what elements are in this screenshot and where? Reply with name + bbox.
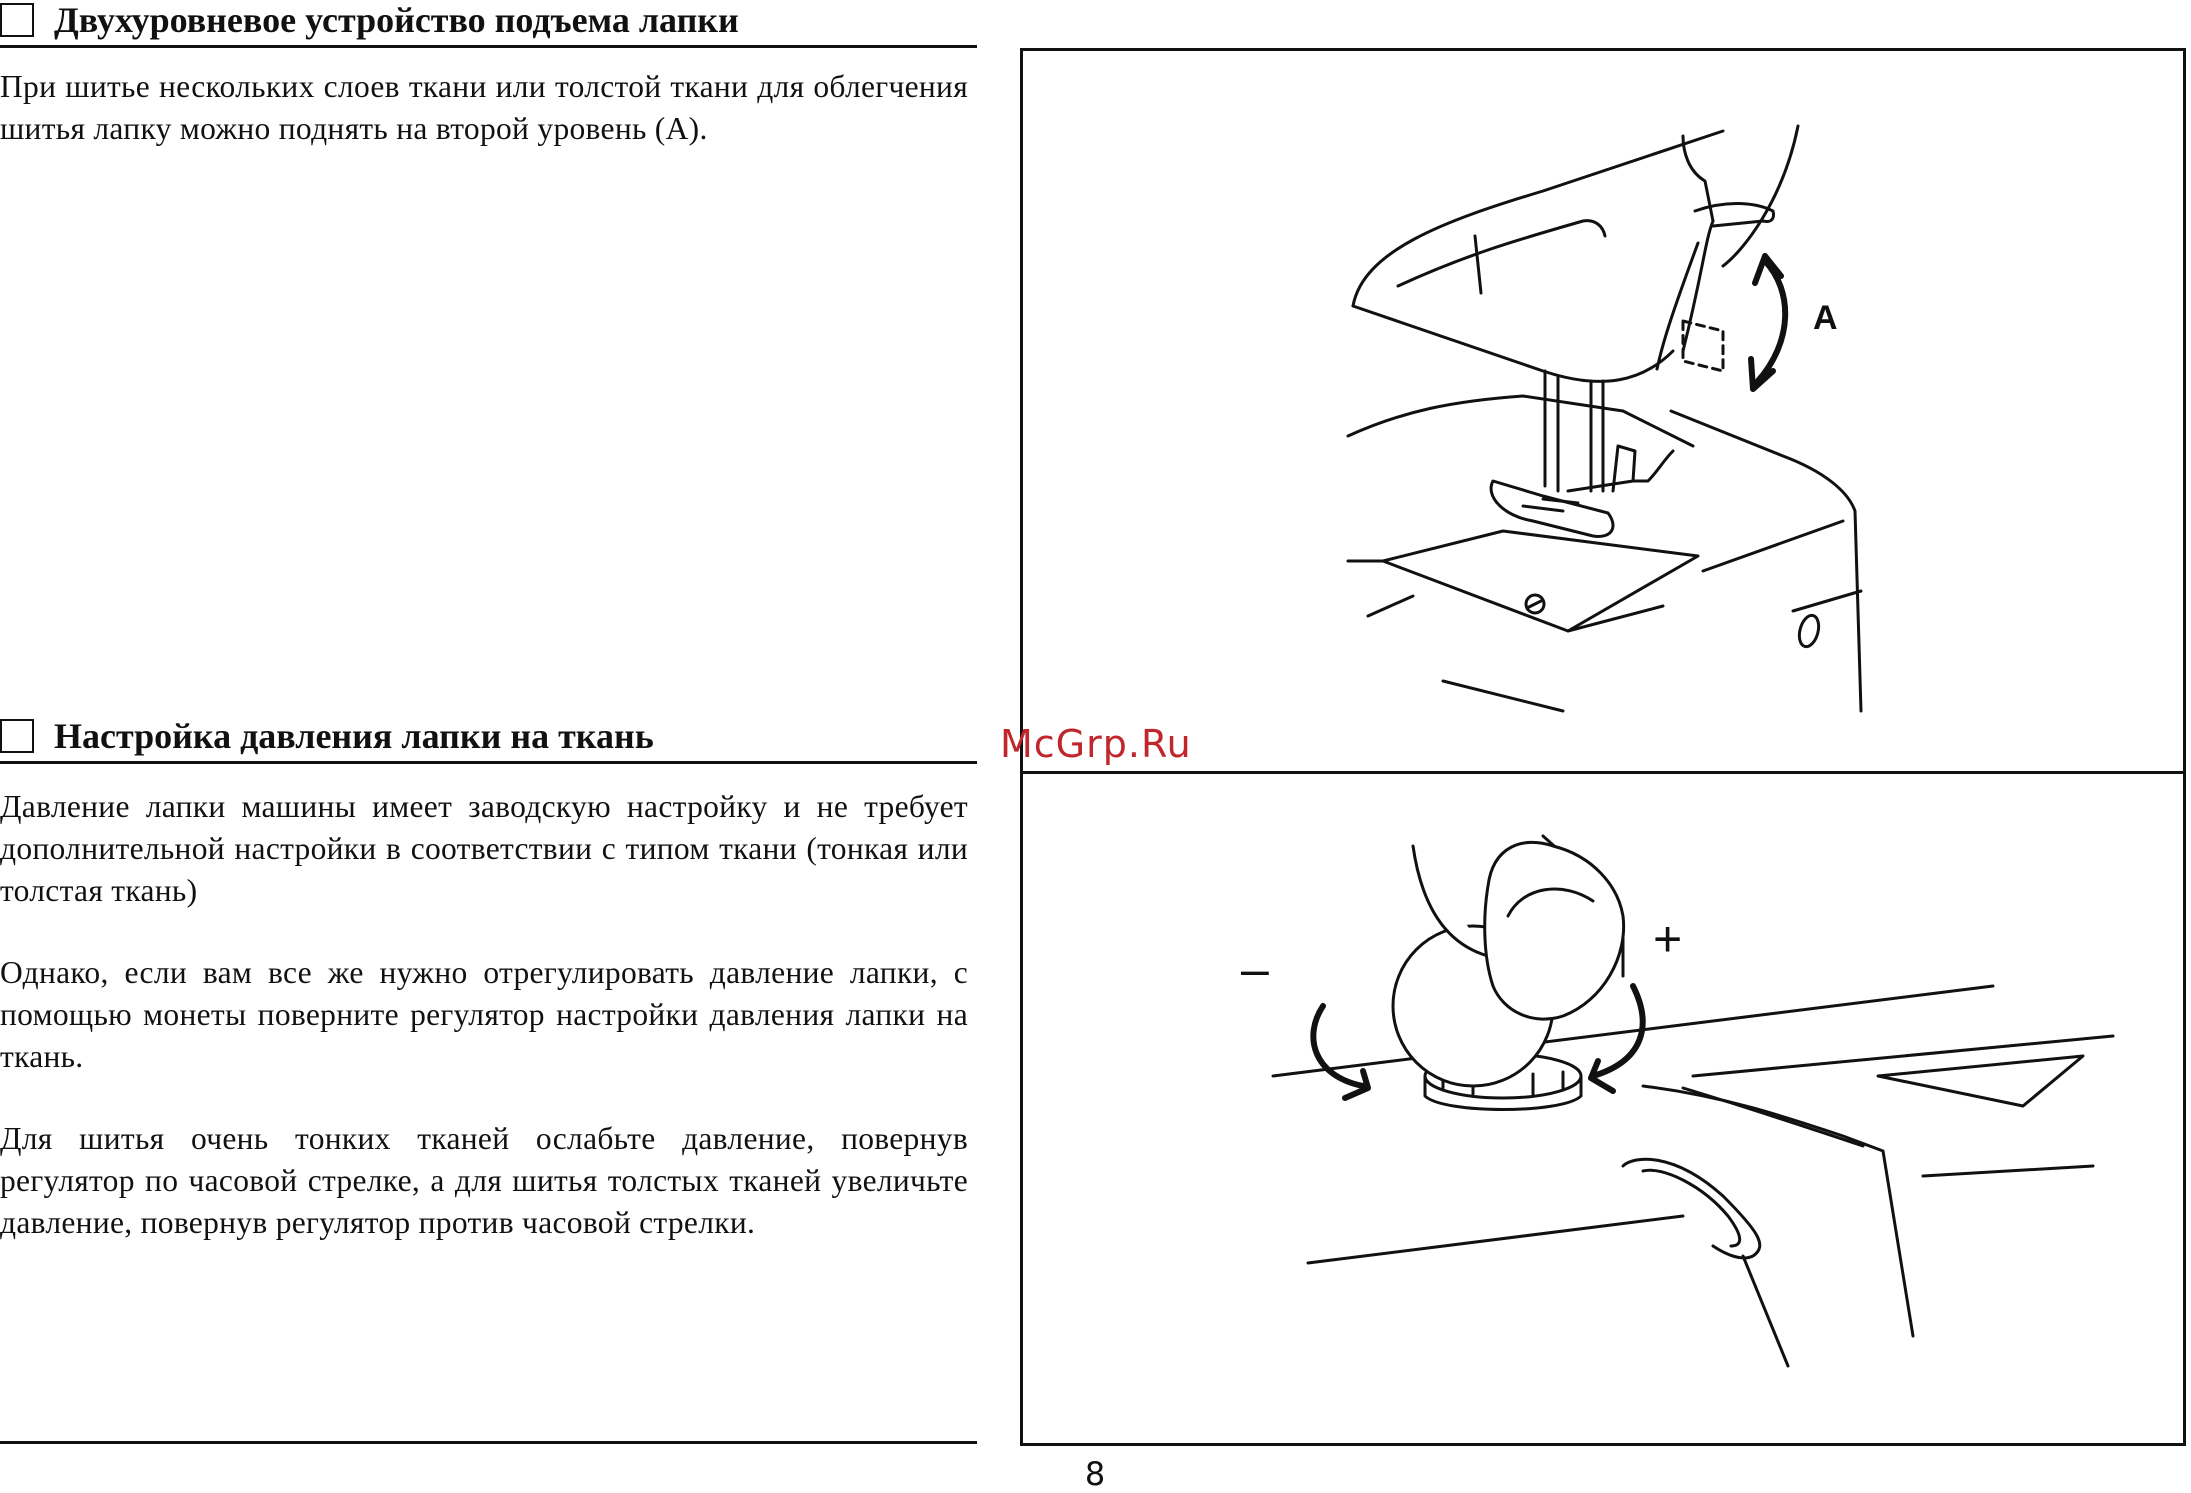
minus-sign: –	[1241, 941, 1269, 997]
section-title: Настройка давления лапки на ткань	[54, 716, 654, 756]
pressure-dial-illustration	[1023, 776, 2183, 1442]
watermark: McGrp.Ru	[1000, 722, 1192, 766]
plus-sign: +	[1653, 911, 1683, 967]
machine-bed-outline	[1348, 396, 1623, 436]
paragraph: Однако, если вам все же нужно отрегулировать давление лапки, с помощью монеты поверните регулятор настройки давления лапки на ткань.	[0, 955, 968, 1074]
lift-arrow	[1758, 261, 1785, 381]
section-heading-presser-lift	[0, 0, 977, 48]
needle-bar	[1591, 381, 1603, 491]
checkbox-square	[0, 719, 34, 753]
page-number: 8	[1084, 1455, 1106, 1493]
bed-hole	[1796, 613, 1822, 649]
lifter-lever	[1695, 204, 1774, 227]
counterclockwise-arrow	[1313, 1006, 1363, 1086]
section-heading-presser-pressure	[0, 716, 977, 764]
figure-label-a: A	[1813, 299, 1838, 337]
checkbox-square	[0, 3, 34, 37]
presser-bar	[1545, 371, 1558, 491]
presser-lift-illustration	[1023, 51, 2183, 769]
needle-plate	[1383, 531, 1698, 631]
machine-top-edge	[1273, 986, 1993, 1076]
figure-divider	[1020, 771, 2186, 774]
paragraph: Давление лапки машины имеет заводскую настройку и не требует дополнительной настройки в соответствии с типом ткани (тонкая или толстая ткань)	[0, 789, 968, 908]
bottom-rule	[0, 1441, 977, 1444]
section-text: При шитье нескольких слоев ткани или толстой ткани для облегчения шитья лапку можно поднять на второй уровень (А).	[0, 69, 968, 146]
section-title: Двухуровневое устройство подъема лапки	[54, 0, 739, 40]
paragraph: Для шитья очень тонких тканей ослабьте давление, повернув регулятор по часовой стрелке, а для шитья толстых тканей увеличьте давление, повернув регулятор против часовой стрелки.	[0, 1121, 968, 1240]
